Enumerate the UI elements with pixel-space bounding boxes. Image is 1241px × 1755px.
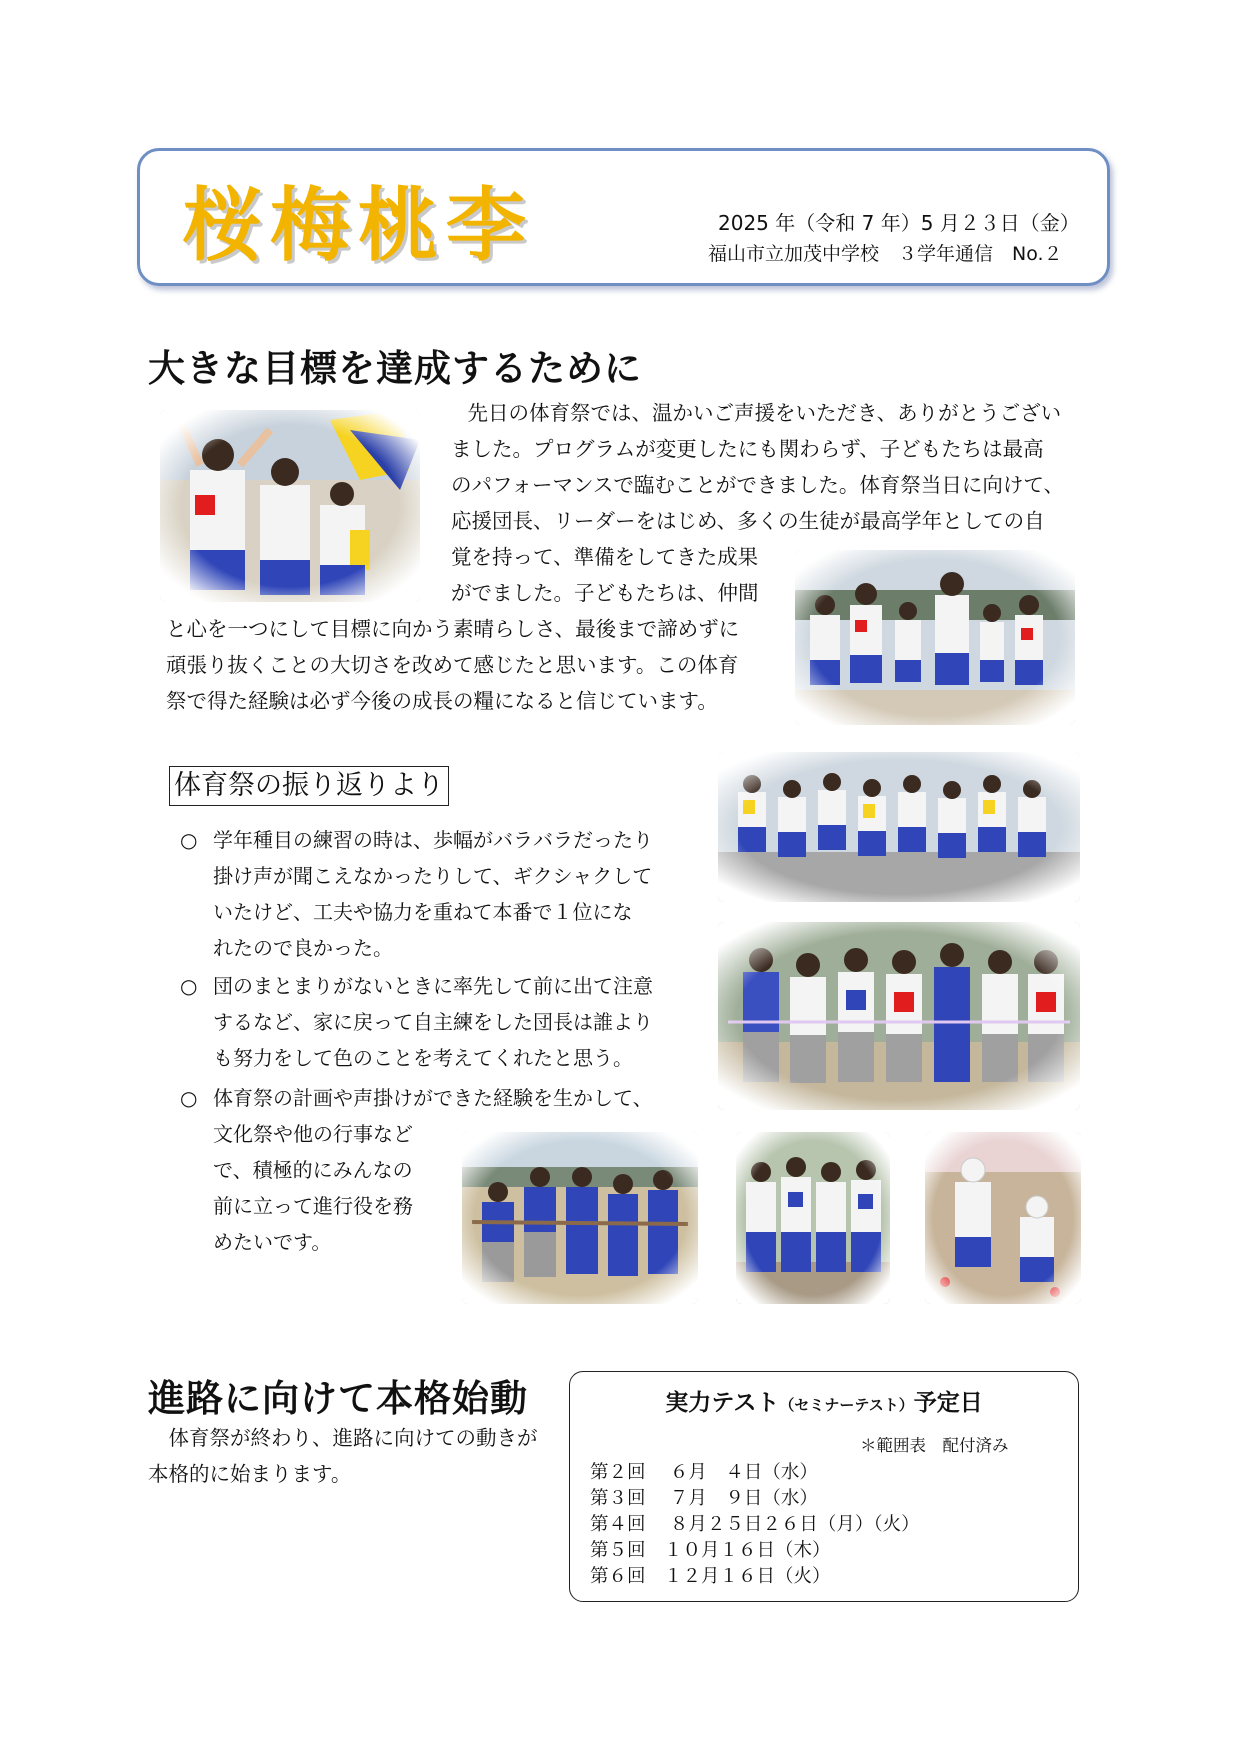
bullet-mark-1: ○ xyxy=(180,828,198,852)
reflection-label: 体育祭の振り返りより xyxy=(169,766,449,806)
reflection-item-2-line-3: も努力をして色のことを考えてくれたと思う。 xyxy=(213,1046,633,1070)
section2-heading: 進路に向けて本格始動 xyxy=(148,1377,528,1420)
reflection-item-3-line-4: 前に立って進行役を務 xyxy=(213,1194,413,1218)
section2-line-2: 本格的に始まります。 xyxy=(148,1462,352,1486)
bullet-mark-2: ○ xyxy=(180,974,198,998)
test-row-5: 第６回 １２月１６日（火） xyxy=(590,1566,831,1587)
section1-line-7: と心を一つにして目標に向かう素晴らしさ、最後まで諦めずに xyxy=(166,617,740,641)
section1-line-6: がでました。子どもたちは、仲間 xyxy=(451,581,759,605)
test-schedule-title xyxy=(570,1384,1078,1417)
section2-line-1: 体育祭が終わり、進路に向けての動きが xyxy=(148,1426,538,1450)
school-line: 福山市立加茂中学校 ３学年通信 No.２ xyxy=(708,243,1063,265)
section1-line-1: 先日の体育祭では、温かいご声援をいただき、ありがとうござい xyxy=(447,401,1062,425)
masthead xyxy=(137,148,1110,286)
test-schedule-note: ＊範囲表 配付済み xyxy=(860,1436,1009,1455)
issue-date: 2025 年（令和 7 年）5 月２３日（金） xyxy=(718,211,1080,235)
newsletter-title: 桜梅桃李 xyxy=(182,178,534,272)
reflection-item-1-line-1: 学年種目の練習の時は、歩幅がバラバラだったり xyxy=(213,828,653,852)
reflection-item-1-line-2: 掛け声が聞こえなかったりして、ギクシャクして xyxy=(213,864,653,888)
photo-students-standing xyxy=(736,1132,890,1304)
reflection-item-3-line-3: で、積極的にみんなの xyxy=(213,1158,413,1182)
bullet-mark-3: ○ xyxy=(180,1086,198,1110)
test-row-2: 第３回 ７月 ９日（水） xyxy=(590,1488,818,1509)
test-title-main: 実力テスト xyxy=(665,1390,780,1416)
section1-line-2: ました。プログラムが変更したにも関わらず、子どもたちは最高 xyxy=(451,437,1044,461)
reflection-item-1-line-3: いたけど、工夫や協力を重ねて本番で１位にな xyxy=(213,900,633,924)
section1-line-4: 応援団長、リーダーをはじめ、多くの生徒が最高学年としての自 xyxy=(451,509,1045,533)
section1-heading: 大きな目標を達成するために xyxy=(148,347,642,390)
reflection-item-1-line-4: れたので良かった。 xyxy=(213,936,393,960)
test-title-sub: （セミナーテスト） xyxy=(779,1396,914,1414)
test-row-3: 第４回 ８月２５日２６日（月）（火） xyxy=(590,1514,920,1535)
section1-line-9: 祭で得た経験は必ず今後の成長の糧になると信じています。 xyxy=(166,689,718,713)
photo-tug-of-war xyxy=(462,1132,698,1304)
section1-line-3: のパフォーマンスで臨むことができました。体育祭当日に向けて、 xyxy=(451,473,1064,497)
section1-line-5: 覚を持って、準備をしてきた成果 xyxy=(451,545,759,569)
photo-group-posing xyxy=(718,922,1080,1110)
test-row-4: 第５回 １０月１６日（木） xyxy=(590,1540,831,1561)
photo-students-line xyxy=(795,550,1075,725)
reflection-item-3-line-2: 文化祭や他の行事など xyxy=(213,1122,413,1146)
reflection-item-2-line-1: 団のまとまりがないときに率先して前に出て注意 xyxy=(213,974,653,998)
test-schedule-box xyxy=(569,1371,1079,1602)
photo-group-running xyxy=(718,752,1080,902)
test-row-1: 第２回 ６月 ４日（水） xyxy=(590,1462,818,1483)
test-title-end: 予定日 xyxy=(913,1390,983,1416)
photo-race xyxy=(925,1132,1081,1304)
reflection-item-2-line-2: するなど、家に戻って自主練をした団長は誰より xyxy=(213,1010,653,1034)
reflection-item-3-line-1: 体育祭の計画や声掛けができた経験を生かして、 xyxy=(213,1086,653,1110)
reflection-item-3-line-5: めたいです。 xyxy=(213,1230,332,1254)
photo-cheering xyxy=(160,410,420,602)
section1-line-8: 頑張り抜くことの大切さを改めて感じたと思います。この体育 xyxy=(166,653,739,677)
